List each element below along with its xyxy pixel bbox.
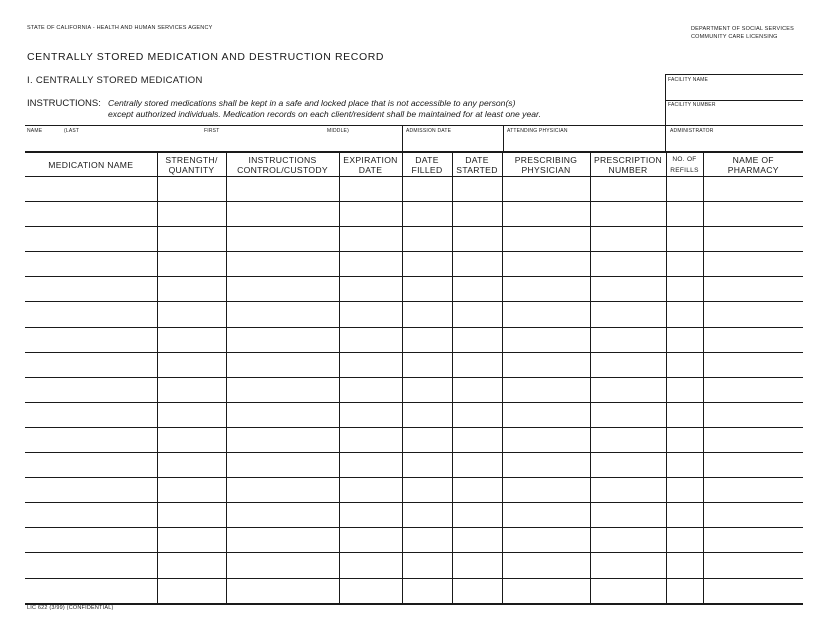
table-cell[interactable] [590,277,666,302]
table-cell[interactable] [502,402,590,427]
table-cell[interactable] [666,478,703,503]
facility-name-field[interactable]: FACILITY NAME [668,77,709,83]
table-cell[interactable] [157,578,226,604]
table-cell[interactable] [402,202,452,227]
table-cell[interactable] [452,402,502,427]
table-cell[interactable] [703,302,803,327]
table-cell[interactable] [590,453,666,478]
table-cell[interactable] [402,177,452,202]
table-cell[interactable] [226,427,339,452]
table-cell[interactable] [452,177,502,202]
col-expiration-date: EXPIRATION DATE [339,152,402,177]
table-cell[interactable] [703,202,803,227]
table-row [25,277,803,302]
table-cell[interactable] [25,427,157,452]
table-cell[interactable] [590,352,666,377]
table-cell[interactable] [666,277,703,302]
table-cell[interactable] [502,478,590,503]
table-cell[interactable] [452,252,502,277]
table-cell[interactable] [703,578,803,604]
table-cell[interactable] [590,553,666,578]
col-name-of-pharmacy: NAME OF PHARMACY [703,152,803,177]
table-cell[interactable] [502,252,590,277]
division-name: COMMUNITY CARE LICENSING [691,34,778,40]
table-cell[interactable] [502,453,590,478]
table-cell[interactable] [339,528,402,553]
table-cell[interactable] [339,478,402,503]
table-cell[interactable] [590,377,666,402]
table-cell[interactable] [452,553,502,578]
table-cell[interactable] [452,302,502,327]
table-cell[interactable] [590,302,666,327]
col-date-started: DATE STARTED [452,152,502,177]
table-cell[interactable] [502,553,590,578]
table-cell[interactable] [703,553,803,578]
table-row [25,202,803,227]
table-cell[interactable] [157,553,226,578]
table-cell[interactable] [157,177,226,202]
table-cell[interactable] [703,427,803,452]
table-cell[interactable] [226,402,339,427]
table-cell[interactable] [157,503,226,528]
table-cell[interactable] [452,277,502,302]
col-prescription-number: PRESCRIPTION NUMBER [590,152,666,177]
table-cell[interactable] [703,277,803,302]
table-row [25,327,803,352]
table-cell[interactable] [703,478,803,503]
facility-box-middle [665,100,803,101]
table-cell[interactable] [339,503,402,528]
table-header-row [25,152,803,177]
name-field[interactable]: NAME [27,128,43,134]
col-instructions-control-custody: INSTRUCTIONS CONTROL/CUSTODY [226,152,339,177]
table-cell[interactable] [502,352,590,377]
table-cell[interactable] [402,528,452,553]
table-cell[interactable] [590,478,666,503]
instructions-line-2: except authorized individuals. Medication records on each client/resident shall be maintained for at least one year. [108,109,541,119]
table-row [25,478,803,503]
table-cell[interactable] [226,578,339,604]
table-cell[interactable] [402,352,452,377]
table-cell[interactable] [502,177,590,202]
department-header [691,25,794,41]
name-first-label: FIRST [204,128,220,134]
table-cell[interactable] [703,352,803,377]
table-cell[interactable] [226,528,339,553]
table-cell[interactable] [402,252,452,277]
table-cell[interactable] [157,202,226,227]
department-name: DEPARTMENT OF SOCIAL SERVICES [691,26,794,32]
table-row [25,402,803,427]
table-cell[interactable] [402,427,452,452]
table-cell[interactable] [157,302,226,327]
table-row [25,427,803,452]
table-cell[interactable] [25,503,157,528]
table-cell[interactable] [666,427,703,452]
table-cell[interactable] [666,453,703,478]
table-cell[interactable] [402,503,452,528]
table-cell[interactable] [25,252,157,277]
table-cell[interactable] [339,202,402,227]
table-cell[interactable] [157,227,226,252]
table-cell[interactable] [157,528,226,553]
table-cell[interactable] [339,177,402,202]
table-cell[interactable] [666,377,703,402]
col-date-filled: DATE FILLED [402,152,452,177]
table-cell[interactable] [226,553,339,578]
table-cell[interactable] [590,252,666,277]
agency-header: STATE OF CALIFORNIA - HEALTH AND HUMAN SERVICES AGENCY [27,25,213,31]
table-cell[interactable] [339,277,402,302]
table-cell[interactable] [452,453,502,478]
table-cell[interactable] [452,352,502,377]
section-heading: I. CENTRALLY STORED MEDICATION [27,75,203,86]
table-cell[interactable] [226,177,339,202]
table-cell[interactable] [666,402,703,427]
table-cell[interactable] [25,177,157,202]
table-cell[interactable] [666,352,703,377]
table-row [25,503,803,528]
table-row [25,578,803,604]
table-cell[interactable] [402,453,452,478]
table-cell[interactable] [25,327,157,352]
table-cell[interactable] [25,453,157,478]
table-cell[interactable] [703,252,803,277]
table-cell[interactable] [226,327,339,352]
table-cell[interactable] [339,327,402,352]
table-cell[interactable] [25,277,157,302]
table-cell[interactable] [226,252,339,277]
table-cell[interactable] [339,553,402,578]
table-cell[interactable] [226,503,339,528]
table-cell[interactable] [703,227,803,252]
table-cell[interactable] [666,202,703,227]
table-cell[interactable] [157,277,226,302]
table-cell[interactable] [402,377,452,402]
table-cell[interactable] [590,427,666,452]
form-id-footer: LIC 622 (3/99) (CONFIDENTIAL) [27,605,114,611]
table-cell[interactable] [157,478,226,503]
table-row [25,352,803,377]
table-cell[interactable] [25,202,157,227]
table-cell[interactable] [590,177,666,202]
table-cell[interactable] [502,503,590,528]
table-cell[interactable] [339,402,402,427]
table-cell[interactable] [703,327,803,352]
table-cell[interactable] [339,227,402,252]
table-cell[interactable] [402,327,452,352]
table-cell[interactable] [402,478,452,503]
table-cell[interactable] [339,377,402,402]
table-cell[interactable] [226,277,339,302]
table-cell[interactable] [157,427,226,452]
table-cell[interactable] [452,578,502,604]
table-cell[interactable] [703,377,803,402]
table-cell[interactable] [502,227,590,252]
table-cell[interactable] [339,427,402,452]
table-cell[interactable] [402,302,452,327]
table-cell[interactable] [666,177,703,202]
table-cell[interactable] [502,578,590,604]
table-cell[interactable] [402,402,452,427]
table-cell[interactable] [590,503,666,528]
table-cell[interactable] [226,302,339,327]
table-cell[interactable] [25,578,157,604]
table-cell[interactable] [25,302,157,327]
table-cell[interactable] [226,227,339,252]
table-cell[interactable] [339,453,402,478]
table-cell[interactable] [502,302,590,327]
table-cell[interactable] [157,252,226,277]
name-row-divider-2 [503,125,504,151]
table-cell[interactable] [452,528,502,553]
col-medication-name: MEDICATION NAME [25,152,157,177]
table-cell[interactable] [590,402,666,427]
table-cell[interactable] [666,503,703,528]
table-row [25,377,803,402]
col-prescribing-physician: PRESCRIBING PHYSICIAN [502,152,590,177]
table-cell[interactable] [226,478,339,503]
facility-box-top [665,74,803,75]
table-cell[interactable] [25,377,157,402]
table-cell[interactable] [666,252,703,277]
table-cell[interactable] [452,227,502,252]
table-cell[interactable] [25,402,157,427]
table-cell[interactable] [502,528,590,553]
table-cell[interactable] [339,352,402,377]
table-cell[interactable] [157,377,226,402]
table-cell[interactable] [590,227,666,252]
table-cell[interactable] [157,453,226,478]
table-cell[interactable] [25,352,157,377]
table-cell[interactable] [502,202,590,227]
table-cell[interactable] [402,578,452,604]
table-cell[interactable] [25,553,157,578]
table-cell[interactable] [590,528,666,553]
table-cell[interactable] [452,503,502,528]
table-cell[interactable] [339,252,402,277]
name-row-top-rule [25,125,803,126]
table-cell[interactable] [226,377,339,402]
table-cell[interactable] [226,202,339,227]
instructions-line-1: Centrally stored medications shall be kept in a safe and locked place that is not accessible to any person(s) [108,98,516,108]
table-cell[interactable] [666,302,703,327]
facility-box-divider [665,74,666,151]
table-cell[interactable] [666,327,703,352]
table-cell[interactable] [590,327,666,352]
table-cell[interactable] [666,227,703,252]
table-cell[interactable] [590,578,666,604]
table-cell[interactable] [703,528,803,553]
table-cell[interactable] [339,302,402,327]
table-row [25,453,803,478]
name-middle-label: MIDDLE) [327,128,349,134]
table-cell[interactable] [590,202,666,227]
table-cell[interactable] [402,227,452,252]
form-title: CENTRALLY STORED MEDICATION AND DESTRUCTION RECORD [27,51,385,63]
table-cell[interactable] [452,377,502,402]
table-cell[interactable] [502,327,590,352]
attending-physician-field[interactable]: ATTENDING PHYSICIAN [507,128,568,134]
table-row [25,528,803,553]
table-cell[interactable] [502,377,590,402]
admission-date-field[interactable]: ADMISSION DATE [406,128,452,134]
table-cell[interactable] [502,427,590,452]
table-cell[interactable] [703,453,803,478]
table-row [25,252,803,277]
table-cell[interactable] [25,227,157,252]
table-cell[interactable] [452,427,502,452]
table-cell[interactable] [502,277,590,302]
table-cell[interactable] [452,327,502,352]
table-cell[interactable] [226,453,339,478]
table-cell[interactable] [25,478,157,503]
facility-number-field[interactable]: FACILITY NUMBER [668,102,716,108]
col-no-of-refills: NO. OF REFILLS [666,152,703,177]
table-cell[interactable] [25,528,157,553]
table-cell[interactable] [339,578,402,604]
table-row [25,553,803,578]
table-cell[interactable] [703,503,803,528]
instructions-label: INSTRUCTIONS: [27,98,101,109]
table-cell[interactable] [157,352,226,377]
name-last-label: (LAST [64,128,80,134]
instructions-text [108,98,541,120]
table-cell[interactable] [666,553,703,578]
table-cell[interactable] [452,202,502,227]
table-cell[interactable] [666,528,703,553]
col-strength-quantity: STRENGTH/ QUANTITY [157,152,226,177]
medication-table [25,151,803,605]
table-cell[interactable] [703,402,803,427]
table-cell[interactable] [402,553,452,578]
table-row [25,227,803,252]
name-row-divider-1 [402,125,403,151]
table-row [25,302,803,327]
administrator-field[interactable]: ADMINISTRATOR [670,128,714,134]
table-cell[interactable] [666,578,703,604]
table-cell[interactable] [402,277,452,302]
table-row [25,177,803,202]
table-cell[interactable] [703,177,803,202]
table-cell[interactable] [452,478,502,503]
table-cell[interactable] [157,327,226,352]
table-cell[interactable] [226,352,339,377]
table-cell[interactable] [157,402,226,427]
